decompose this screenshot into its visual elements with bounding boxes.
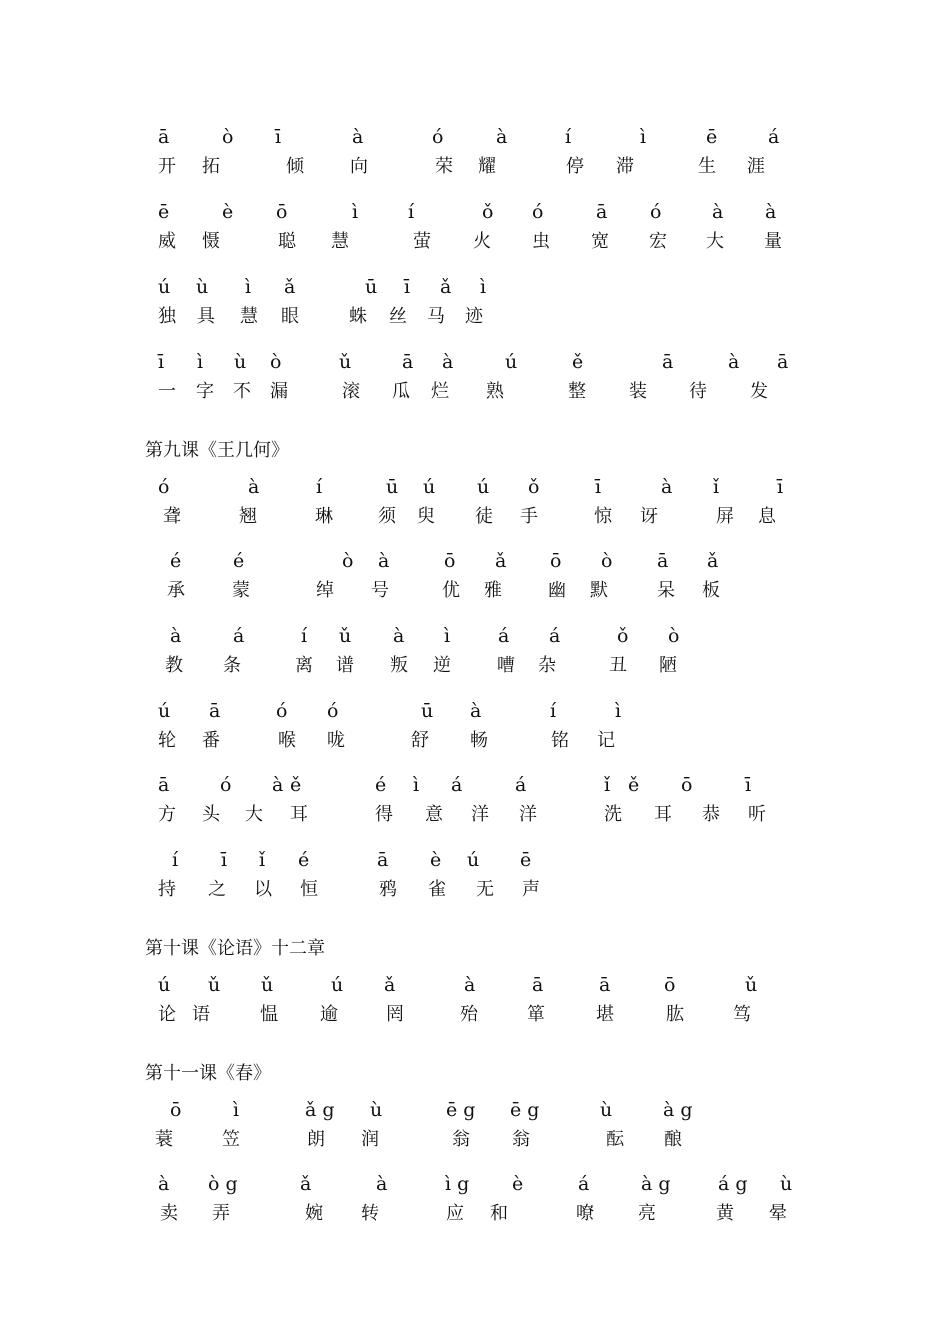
pinyin-mark: ā	[657, 550, 669, 572]
pinyin-mark: ī	[745, 774, 752, 796]
hanzi-character: 荣	[435, 156, 453, 177]
pinyin-mark: í	[408, 201, 415, 223]
hanzi-character: 滚	[342, 381, 360, 402]
hanzi-character: 马	[427, 306, 445, 327]
hanzi-character: 洋	[519, 804, 537, 825]
hanzi-character: 头	[202, 804, 220, 825]
pinyin-mark: à	[712, 201, 724, 223]
pinyin-mark: ù	[234, 351, 247, 373]
pinyin-mark: ì	[413, 774, 420, 796]
pinyin-mark: ì	[245, 276, 252, 298]
pinyin-mark: ǒ	[528, 476, 540, 498]
pinyin-mark: ú	[331, 974, 344, 996]
pinyin-mark: ě	[628, 774, 640, 796]
pinyin-mark: à	[470, 700, 482, 722]
hanzi-character: 呆	[657, 580, 675, 601]
pinyin-mark: ǔ	[339, 625, 352, 647]
pinyin-mark: ǔ	[745, 974, 758, 996]
pinyin-mark: ì g	[445, 1173, 470, 1195]
pinyin-mark: á g	[718, 1173, 748, 1195]
section-heading	[0, 934, 950, 964]
pinyin-mark: ā	[599, 974, 611, 996]
pinyin-mark: ò	[601, 550, 613, 572]
section-heading	[0, 436, 950, 466]
pinyin-mark: ǎ	[495, 550, 507, 572]
hanzi-character: 丝	[389, 306, 407, 327]
hanzi-character: 翘	[239, 506, 257, 527]
pinyin-mark: ì	[640, 126, 647, 148]
hanzi-character: 持	[158, 879, 176, 900]
hanzi-character: 声	[522, 879, 540, 900]
hanzi-character: 独	[158, 306, 176, 327]
pinyin-mark: ā	[662, 351, 674, 373]
pinyin-mark: ǎ	[707, 550, 719, 572]
pinyin-mark: á	[768, 126, 780, 148]
pinyin-mark: ò	[342, 550, 354, 572]
hanzi-character: 婉	[305, 1203, 323, 1224]
pinyin-row	[0, 272, 950, 302]
hanzi-character: 弄	[212, 1203, 230, 1224]
hanzi-character: 语	[192, 1004, 210, 1025]
hanzi-character: 大	[706, 231, 724, 252]
lesson-title: 第十课《论语》十二章	[145, 938, 325, 959]
hanzi-character: 涯	[747, 156, 765, 177]
pinyin-mark: á	[578, 1173, 590, 1195]
pinyin-mark: ē	[158, 201, 170, 223]
pinyin-mark: í	[301, 625, 308, 647]
pinyin-mark: ǐ	[713, 476, 720, 498]
pinyin-mark: í	[316, 476, 323, 498]
hanzi-character: 滞	[616, 156, 634, 177]
pinyin-mark: ē g	[510, 1099, 540, 1121]
hanzi-character: 幽	[548, 580, 566, 601]
hanzi-character: 一	[158, 381, 176, 402]
hanzi-row	[0, 875, 950, 905]
hanzi-character: 箪	[527, 1004, 545, 1025]
pinyin-mark: ó	[327, 700, 339, 722]
hanzi-character: 倾	[286, 156, 304, 177]
hanzi-character: 惊	[594, 506, 612, 527]
pinyin-row	[0, 845, 950, 875]
pinyin-row	[0, 197, 950, 227]
pinyin-mark: ó	[158, 476, 170, 498]
pinyin-row	[0, 770, 950, 800]
hanzi-character: 烂	[431, 381, 449, 402]
pinyin-mark: ú	[505, 351, 518, 373]
hanzi-character: 应	[446, 1203, 464, 1224]
pinyin-mark: ù	[370, 1099, 383, 1121]
hanzi-character: 聋	[163, 506, 181, 527]
section-heading	[0, 1059, 950, 1089]
hanzi-character: 转	[361, 1203, 379, 1224]
pinyin-mark: ī	[404, 276, 411, 298]
pinyin-mark: ā	[777, 351, 789, 373]
pinyin-mark: ì	[233, 1099, 240, 1121]
pinyin-mark: ǒ	[617, 625, 629, 647]
pinyin-mark: ì	[352, 201, 359, 223]
hanzi-row	[0, 152, 950, 182]
pinyin-mark: ě	[290, 774, 302, 796]
hanzi-character: 雅	[484, 580, 502, 601]
pinyin-mark: ā	[158, 774, 170, 796]
pinyin-mark: à	[170, 625, 182, 647]
pinyin-row	[0, 546, 950, 576]
hanzi-character: 琳	[315, 506, 333, 527]
hanzi-character: 以	[254, 879, 272, 900]
pinyin-mark: ù	[196, 276, 209, 298]
hanzi-row	[0, 302, 950, 332]
pinyin-mark: ì	[444, 625, 451, 647]
pinyin-mark: à	[464, 974, 476, 996]
hanzi-character: 大	[245, 804, 263, 825]
pinyin-mark: ú	[477, 476, 490, 498]
hanzi-character: 殆	[460, 1004, 478, 1025]
hanzi-character: 聪	[278, 231, 296, 252]
pinyin-mark: ú	[423, 476, 436, 498]
hanzi-character: 耳	[654, 804, 672, 825]
pinyin-mark: ú	[158, 700, 171, 722]
hanzi-character: 息	[758, 506, 776, 527]
hanzi-character: 慧	[331, 231, 349, 252]
pinyin-mark: é	[298, 849, 310, 871]
lesson-title: 第九课《王几何》	[145, 440, 289, 461]
pinyin-mark: ū	[365, 276, 378, 298]
pinyin-mark: à	[376, 1173, 388, 1195]
hanzi-character: 番	[202, 730, 220, 751]
hanzi-character: 停	[566, 156, 584, 177]
hanzi-character: 喉	[278, 730, 296, 751]
hanzi-character: 得	[375, 804, 393, 825]
hanzi-character: 发	[750, 381, 768, 402]
hanzi-row	[0, 1125, 950, 1155]
pinyin-mark: ǎ	[384, 974, 396, 996]
pinyin-mark: à	[393, 625, 405, 647]
pinyin-mark: à	[661, 476, 673, 498]
hanzi-character: 待	[689, 381, 707, 402]
hanzi-character: 蒙	[232, 580, 250, 601]
pinyin-mark: í	[550, 700, 557, 722]
hanzi-character: 臾	[417, 506, 435, 527]
pinyin-mark: ì	[197, 351, 204, 373]
hanzi-character: 熟	[486, 381, 504, 402]
pinyin-mark: ě	[572, 351, 584, 373]
pinyin-mark: á	[549, 625, 561, 647]
pinyin-row	[0, 347, 950, 377]
hanzi-character: 恭	[702, 804, 720, 825]
hanzi-character: 恒	[300, 879, 318, 900]
pinyin-mark: ē g	[446, 1099, 476, 1121]
hanzi-character: 离	[295, 655, 313, 676]
pinyin-mark: à	[272, 774, 284, 796]
pinyin-mark: ó	[650, 201, 662, 223]
pinyin-mark: é	[233, 550, 245, 572]
hanzi-character: 瓜	[392, 381, 410, 402]
pinyin-row	[0, 696, 950, 726]
pinyin-mark: ī	[595, 476, 602, 498]
hanzi-character: 耳	[290, 804, 308, 825]
hanzi-character: 宏	[649, 231, 667, 252]
hanzi-character: 承	[167, 580, 185, 601]
pinyin-mark: á	[233, 625, 245, 647]
pinyin-mark: ó	[432, 126, 444, 148]
hanzi-character: 酿	[664, 1129, 682, 1150]
hanzi-character: 徒	[475, 506, 493, 527]
pinyin-mark: ā	[596, 201, 608, 223]
hanzi-character: 酝	[606, 1129, 624, 1150]
pinyin-mark: à g	[641, 1173, 671, 1195]
pinyin-mark: ǎ	[440, 276, 452, 298]
hanzi-character: 威	[158, 231, 176, 252]
pinyin-mark: ò g	[208, 1173, 238, 1195]
hanzi-character: 谱	[336, 655, 354, 676]
pinyin-row	[0, 122, 950, 152]
pinyin-mark: à	[728, 351, 740, 373]
hanzi-character: 嘈	[497, 655, 515, 676]
hanzi-character: 讶	[640, 506, 658, 527]
pinyin-mark: á	[515, 774, 527, 796]
pinyin-mark: ò	[668, 625, 680, 647]
hanzi-character: 火	[473, 231, 491, 252]
pinyin-mark: ī	[275, 126, 282, 148]
pinyin-mark: á	[498, 625, 510, 647]
pinyin-mark: ā	[402, 351, 414, 373]
hanzi-character: 教	[165, 655, 183, 676]
hanzi-character: 听	[748, 804, 766, 825]
pinyin-mark: ǔ	[261, 974, 274, 996]
hanzi-character: 舒	[411, 730, 429, 751]
hanzi-character: 叛	[390, 655, 408, 676]
pinyin-mark: à	[352, 126, 364, 148]
hanzi-character: 条	[223, 655, 241, 676]
hanzi-character: 蓑	[155, 1129, 173, 1150]
pinyin-mark: ō	[681, 774, 693, 796]
hanzi-character: 宽	[591, 231, 609, 252]
hanzi-row	[0, 576, 950, 606]
hanzi-character: 畅	[470, 730, 488, 751]
hanzi-character: 鸦	[379, 879, 397, 900]
pinyin-mark: ī	[158, 351, 165, 373]
pinyin-mark: ō	[170, 1099, 182, 1121]
pinyin-row	[0, 970, 950, 1000]
pinyin-mark: ī	[777, 476, 784, 498]
hanzi-row	[0, 651, 950, 681]
pinyin-mark: ǔ	[339, 351, 352, 373]
pinyin-mark: à	[765, 201, 777, 223]
pinyin-mark: ǐ	[259, 849, 266, 871]
pinyin-mark: ō	[664, 974, 676, 996]
hanzi-character: 绰	[316, 580, 334, 601]
pinyin-mark: à	[158, 1173, 170, 1195]
hanzi-character: 堪	[596, 1004, 614, 1025]
hanzi-character: 量	[764, 231, 782, 252]
hanzi-character: 和	[490, 1203, 508, 1224]
pinyin-mark: ú	[467, 849, 480, 871]
pinyin-mark: ē	[706, 126, 718, 148]
pinyin-mark: ā	[158, 126, 170, 148]
hanzi-character: 罔	[386, 1004, 404, 1025]
hanzi-character: 方	[158, 804, 176, 825]
pinyin-mark: ā	[377, 849, 389, 871]
hanzi-character: 眼	[281, 306, 299, 327]
hanzi-character: 慧	[240, 306, 258, 327]
pinyin-mark: ō	[444, 550, 456, 572]
hanzi-row	[0, 726, 950, 756]
pinyin-mark: ù	[600, 1099, 613, 1121]
pinyin-mark: ò	[222, 126, 234, 148]
pinyin-mark: ú	[158, 974, 171, 996]
hanzi-character: 字	[196, 381, 214, 402]
pinyin-row	[0, 472, 950, 502]
pinyin-mark: ǎ g	[305, 1099, 335, 1121]
hanzi-character: 漏	[270, 381, 288, 402]
hanzi-character: 开	[158, 156, 176, 177]
hanzi-character: 之	[208, 879, 226, 900]
hanzi-character: 屏	[716, 506, 734, 527]
hanzi-character: 迹	[465, 306, 483, 327]
hanzi-character: 须	[378, 506, 396, 527]
hanzi-character: 虫	[532, 231, 550, 252]
hanzi-character: 翁	[512, 1129, 530, 1150]
hanzi-character: 向	[350, 156, 368, 177]
hanzi-row	[0, 377, 950, 407]
pinyin-mark: à	[442, 351, 454, 373]
hanzi-character: 洋	[471, 804, 489, 825]
pinyin-mark: ā	[532, 974, 544, 996]
pinyin-mark: ō	[550, 550, 562, 572]
hanzi-character: 润	[361, 1129, 379, 1150]
hanzi-character: 意	[425, 804, 443, 825]
hanzi-character: 记	[597, 730, 615, 751]
pinyin-mark: è	[512, 1173, 524, 1195]
pinyin-mark: é	[375, 774, 387, 796]
hanzi-character: 蛛	[349, 306, 367, 327]
hanzi-character: 笃	[733, 1004, 751, 1025]
pinyin-mark: à	[248, 476, 260, 498]
hanzi-character: 丑	[609, 655, 627, 676]
hanzi-character: 杂	[538, 655, 556, 676]
pinyin-mark: ǎ	[300, 1173, 312, 1195]
hanzi-character: 手	[520, 506, 538, 527]
hanzi-character: 肱	[666, 1004, 684, 1025]
hanzi-character: 慑	[202, 231, 220, 252]
pinyin-row	[0, 1169, 950, 1199]
pinyin-mark: è	[430, 849, 442, 871]
hanzi-character: 黄	[716, 1203, 734, 1224]
hanzi-character: 整	[568, 381, 586, 402]
pinyin-mark: ù	[780, 1173, 793, 1195]
hanzi-row	[0, 502, 950, 532]
pinyin-row	[0, 621, 950, 651]
hanzi-character: 陋	[659, 655, 677, 676]
pinyin-mark: í	[172, 849, 179, 871]
pinyin-mark: ī	[221, 849, 228, 871]
hanzi-character: 论	[158, 1004, 176, 1025]
pinyin-mark: ǒ	[482, 201, 494, 223]
hanzi-character: 翁	[452, 1129, 470, 1150]
hanzi-character: 不	[233, 381, 251, 402]
hanzi-character: 愠	[260, 1004, 278, 1025]
hanzi-character: 板	[702, 580, 720, 601]
pinyin-mark: ǔ	[208, 974, 221, 996]
pinyin-mark: ē	[520, 849, 532, 871]
pinyin-mark: é	[170, 550, 182, 572]
pinyin-mark: ō	[276, 201, 288, 223]
pinyin-mark: ó	[276, 700, 288, 722]
pinyin-mark: ò	[270, 351, 282, 373]
hanzi-character: 卖	[160, 1203, 178, 1224]
hanzi-row	[0, 1000, 950, 1030]
hanzi-character: 朗	[307, 1129, 325, 1150]
hanzi-row	[0, 1199, 950, 1229]
pinyin-mark: à	[496, 126, 508, 148]
lesson-title: 第十一课《春》	[145, 1063, 271, 1084]
pinyin-mark: è	[222, 201, 234, 223]
pinyin-row	[0, 1095, 950, 1125]
pinyin-mark: á	[451, 774, 463, 796]
hanzi-character: 轮	[158, 730, 176, 751]
hanzi-character: 雀	[428, 879, 446, 900]
pinyin-mark: ì	[615, 700, 622, 722]
pinyin-mark: ǎ	[284, 276, 296, 298]
hanzi-character: 默	[590, 580, 608, 601]
pinyin-mark: í	[565, 126, 572, 148]
hanzi-character: 具	[197, 306, 215, 327]
hanzi-character: 无	[476, 879, 494, 900]
hanzi-character: 拓	[202, 156, 220, 177]
hanzi-character: 装	[629, 381, 647, 402]
hanzi-character: 亮	[638, 1203, 656, 1224]
pinyin-mark: à	[378, 550, 390, 572]
hanzi-character: 优	[442, 580, 460, 601]
hanzi-character: 逾	[320, 1004, 338, 1025]
hanzi-character: 铭	[551, 730, 569, 751]
pinyin-mark: à g	[663, 1099, 693, 1121]
hanzi-character: 号	[371, 580, 389, 601]
hanzi-character: 咙	[327, 730, 345, 751]
hanzi-character: 笠	[222, 1129, 240, 1150]
hanzi-row	[0, 227, 950, 257]
hanzi-character: 逆	[433, 655, 451, 676]
hanzi-character: 耀	[478, 156, 496, 177]
pinyin-mark: ā	[209, 700, 221, 722]
hanzi-character: 生	[698, 156, 716, 177]
pinyin-mark: ū	[421, 700, 434, 722]
hanzi-character: 洗	[604, 804, 622, 825]
hanzi-character: 萤	[413, 231, 431, 252]
pinyin-mark: ū	[386, 476, 399, 498]
pinyin-mark: ú	[158, 276, 171, 298]
hanzi-character: 嘹	[576, 1203, 594, 1224]
pinyin-mark: ó	[532, 201, 544, 223]
pinyin-mark: ì	[480, 276, 487, 298]
hanzi-character: 晕	[769, 1203, 787, 1224]
pinyin-mark: ǐ	[604, 774, 611, 796]
pinyin-mark: ó	[220, 774, 232, 796]
hanzi-row	[0, 800, 950, 830]
